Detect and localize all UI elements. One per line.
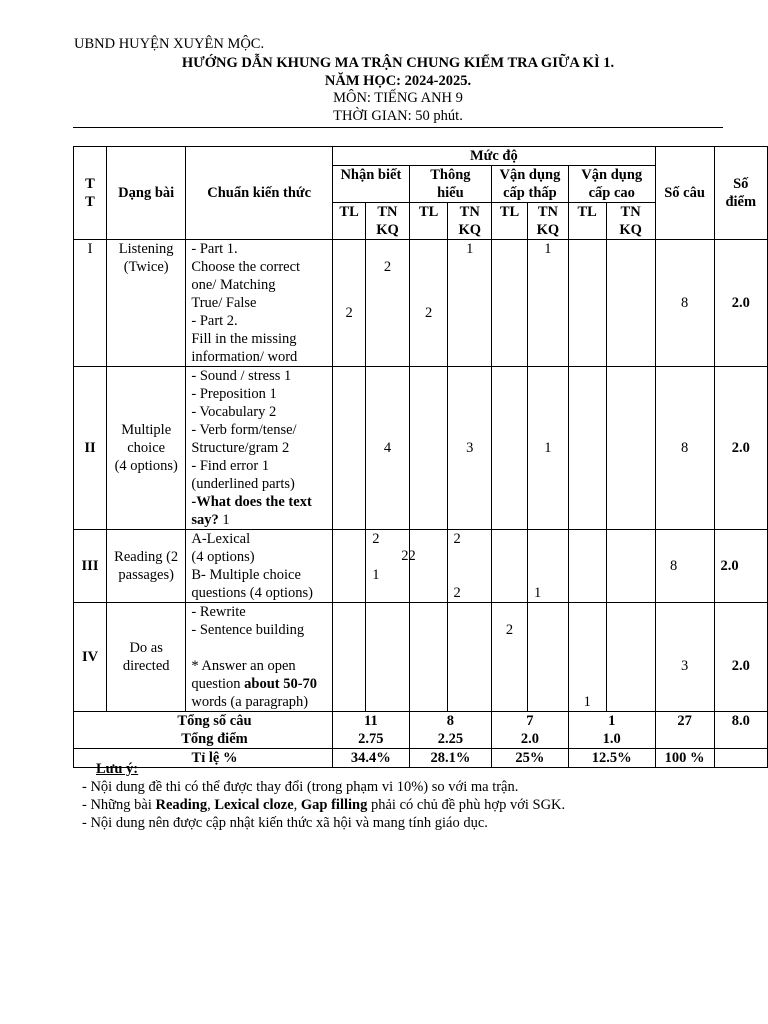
vc-tl-cell [568,367,606,530]
header-tl: TL [409,203,448,240]
vt-tnkq-cell: 1 [527,530,568,603]
vc-tl-cell [568,240,606,367]
vt-tl-cell [492,240,528,367]
total-low-application: 7 2.0 [492,712,569,749]
question-count: 8 [655,530,714,603]
nb-tnkq-cell [366,603,410,712]
totals-row [74,712,768,749]
header-low-application: Vận dụng cấp thấp [492,166,569,203]
row-number: II [74,367,107,530]
subject: MÔN: TIẾNG ANH 9 [333,90,463,106]
table-row [74,240,768,367]
question-type: Multiple choice (4 options) [107,367,186,530]
vc-tl-cell [568,530,606,603]
question-count: 3 [655,603,714,712]
th-tnkq-a: 2 [453,531,461,547]
merged-count-overlay: 22 [401,548,416,564]
nb-tnkq-cell: 2 [366,240,410,367]
total-question-count: 27 [655,712,714,749]
th-tnkq-cell [448,603,492,712]
nb-tnkq-cell: 4 [366,367,410,530]
nb-tl-cell: 2 [332,240,365,367]
ratio-label: Tỉ lệ % [74,749,333,768]
header-tl: TL [568,203,606,240]
header-question-count: Số câu [655,147,714,240]
header-tl: TL [492,203,528,240]
vt-tl-cell [492,530,528,603]
notes-title: Lưu ý: [96,761,139,777]
total-high-application: 1 1.0 [568,712,655,749]
question-type: Do as directed [107,603,186,712]
th-tnkq-b: 2 [453,585,461,601]
header-recognition: Nhận biết [332,166,409,203]
th-tnkq-cell: 3 [448,367,492,530]
ratio-comprehension: 28.1% [409,749,491,768]
header-question-type: Dạng bài [107,147,186,240]
ratio-empty-cell [714,749,768,768]
vc-tnkq-cell [606,603,655,712]
score: 2.0 [714,603,768,712]
score: 2.0 [714,240,768,367]
table-row [74,367,768,530]
total-points-label: Tổng điểm [181,731,248,747]
nb-tl-cell [332,603,365,712]
vt-tnkq-cell [527,603,568,712]
row-number: III [74,530,107,603]
document-title: HƯỚNG DẪN KHUNG MA TRẬN CHUNG KIỂM TRA GIỮA KÌ 1. [181,55,615,71]
ratio-low-application: 25% [492,749,569,768]
question-count: 8 [655,367,714,530]
total-questions-label: Tổng số câu [177,713,252,729]
row-number: I [74,240,107,367]
row-number: IV [74,603,107,712]
note-line: - Những bài Reading, Lexical cloze, Gap filling phải có chủ đề phù hợp với SGK. [82,797,566,813]
ratio-total: 100 % [655,749,714,768]
ratio-recognition: 34.4% [332,749,409,768]
header-tnkq: TN KQ [366,203,410,240]
vt-tl-cell: 2 [492,603,528,712]
question-type: Reading (2 passages) [107,530,186,603]
vt-tnkq-cell: 1 [527,240,568,367]
header-tl: TL [332,203,365,240]
header-level: Mức độ [332,147,655,166]
nb-tl-cell [332,367,365,530]
th-tl-cell [409,530,448,603]
nb-tnkq-a: 2 [372,531,380,547]
total-recognition: 11 2.75 [332,712,409,749]
vt-tl-cell [492,367,528,530]
total-comprehension: 8 2.25 [409,712,491,749]
total-score: 8.0 [714,712,768,749]
th-tl-cell [409,603,448,712]
vc-tnkq-cell [606,367,655,530]
note-line: - Nội dung nên được cập nhật kiến thức xã hội và mang tính giáo dục. [82,815,488,831]
header-score: Số điểm [714,147,768,240]
th-tnkq-cell: 1 [448,240,492,367]
table-row [74,603,768,712]
ratio-high-application: 12.5% [568,749,655,768]
header-tnkq: TN KQ [606,203,655,240]
score: 2.0 [714,367,768,530]
th-tnkq-cell [448,530,492,603]
header-tnkq: TN KQ [527,203,568,240]
header-divider [73,127,723,128]
knowledge-standard: A-Lexical (4 options) B- Multiple choice questions (4 options) [186,530,333,603]
vc-tnkq-cell [606,530,655,603]
note-line: - Nội dung đề thi có thể được thay đổi (trong phạm vi 10%) so với ma trận. [82,779,519,795]
nb-tnkq-cell [366,530,416,603]
question-count: 8 [655,240,714,367]
exam-matrix-table [73,146,768,768]
school-year: NĂM HỌC: 2024-2025. [324,73,472,89]
header-high-application: Vận dụng cấp cao [568,166,655,203]
knowledge-standard: - Sound / stress 1 - Preposition 1 - Vocabulary 2 - Verb form/tense/ Structure/gram 2 - Find error 1 (underlined parts) -What does the text say? 1 [186,367,333,530]
nb-tnkq-b: 1 [372,567,380,583]
totals-label-cell [74,712,333,749]
th-tl-cell [409,367,448,530]
exam-time: THỜI GIAN: 50 phút. [333,108,463,124]
header-knowledge-standard: Chuẩn kiến thức [186,147,333,240]
knowledge-standard: - Rewrite - Sentence building * Answer an open question about 50-70 words (a paragraph) [186,603,333,712]
nb-tl-cell [332,530,365,603]
th-tl-cell: 2 [409,240,448,367]
vc-tl-cell: 1 [568,603,606,712]
header-tnkq: TN KQ [448,203,492,240]
score: 2.0 [714,530,768,603]
question-type: Listening (Twice) [107,240,186,367]
knowledge-standard: - Part 1. Choose the correct one/ Matching True/ False - Part 2. Fill in the missing information/ word [186,240,333,367]
vc-tnkq-cell [606,240,655,367]
vt-tnkq-cell: 1 [527,367,568,530]
header-tt: T T [74,147,107,240]
notes-section [82,760,566,832]
header-comprehension: Thông hiểu [409,166,491,203]
org-name: UBND HUYỆN XUYÊN MỘC. [74,36,265,52]
table-row [74,530,768,603]
